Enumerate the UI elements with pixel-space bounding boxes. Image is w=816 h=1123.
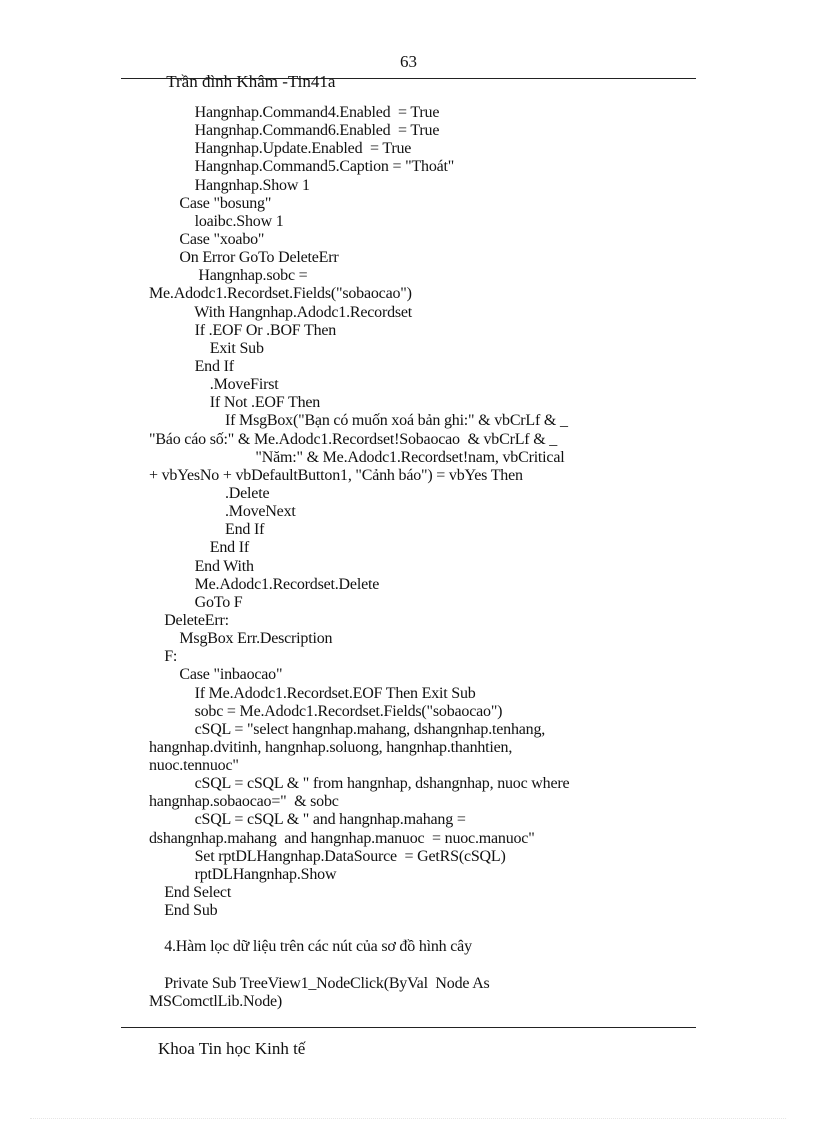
code-line: Private Sub TreeView1_NodeClick(ByVal Node As (149, 974, 490, 992)
code-line: hangnhap.sobaocao=" & sobc (149, 793, 339, 811)
page-number: 63 (400, 52, 417, 71)
code-line: Hangnhap.Command4.Enabled = True (149, 104, 440, 121)
code-line: Hangnhap.Command5.Caption = "Thoát" (149, 158, 455, 176)
footer-divider (121, 1027, 696, 1028)
code-line: With Hangnhap.Adodc1.Recordset (149, 303, 413, 321)
code-line: Set rptDLHangnhap.DataSource = GetRS(cSQL) (149, 847, 506, 865)
code-line: Exit Sub (149, 339, 264, 357)
page-header (158, 52, 417, 112)
code-listing (149, 104, 709, 1011)
code-line: End If (149, 521, 265, 539)
code-line: End If (149, 357, 234, 375)
code-line: End Select (149, 884, 232, 902)
code-line: MSComctlLib.Node) (149, 992, 283, 1010)
code-line: DeleteErr: (149, 611, 229, 629)
page-footer: Khoa Tin học Kinh tế (158, 1039, 306, 1058)
code-line: GoTo F (149, 593, 243, 611)
code-line (149, 920, 709, 938)
code-line: End If (149, 539, 250, 557)
code-line: loaibc.Show 1 (149, 212, 284, 230)
code-line (149, 957, 709, 975)
code-line: Hangnhap.Show 1 (149, 176, 310, 194)
code-line: rptDLHangnhap.Show (149, 865, 337, 883)
code-line: cSQL = "select hangnhap.mahang, dshangnhap.tenhang, (149, 720, 546, 738)
code-line: Hangnhap.Update.Enabled = True (149, 140, 412, 158)
code-line: nuoc.tennuoc" (149, 757, 239, 775)
code-line: + vbYesNo + vbDefaultButton1, "Cảnh báo") = vbYes Then (149, 466, 523, 484)
code-line: hangnhap.dvitinh, hangnhap.soluong, hangnhap.thanhtien, (149, 738, 513, 756)
code-line: If MsgBox("Bạn có muốn xoá bản ghi:" & vbCrLf & _ (149, 412, 568, 430)
code-line: Case "bosung" (149, 194, 272, 212)
code-line: .MoveFirst (149, 376, 279, 394)
code-line: Case "xoabo" (149, 230, 265, 248)
code-line: cSQL = cSQL & " and hangnhap.mahang = (149, 811, 466, 829)
code-line: If Me.Adodc1.Recordset.EOF Then Exit Sub (149, 684, 476, 702)
header-author: Trần đình Khâm -Tin41a (166, 72, 336, 91)
code-line: .MoveNext (149, 503, 296, 521)
code-line: On Error GoTo DeleteErr (149, 249, 339, 267)
code-line: MsgBox Err.Description (149, 630, 333, 648)
code-line: 4.Hàm lọc dữ liệu trên các nút của sơ đồ hình cây (149, 938, 472, 956)
code-line: "Báo cáo số:" & Me.Adodc1.Recordset!Sobaocao & vbCrLf & _ (149, 430, 558, 448)
code-line: dshangnhap.mahang and hangnhap.manuoc = nuoc.manuoc" (149, 829, 535, 847)
page-edge-dots (30, 1118, 786, 1119)
code-line: "Năm:" & Me.Adodc1.Recordset!nam, vbCritical (149, 448, 565, 466)
code-line: Hangnhap.sobc = (149, 267, 308, 285)
code-line: End With (149, 557, 254, 575)
code-line: If .EOF Or .BOF Then (149, 321, 337, 339)
code-line: cSQL = cSQL & " from hangnhap, dshangnhap, nuoc where (149, 775, 570, 793)
header-divider (121, 78, 696, 79)
code-line: If Not .EOF Then (149, 394, 321, 412)
code-line: F: (149, 648, 178, 666)
code-line: Me.Adodc1.Recordset.Fields("sobaocao") (149, 285, 412, 303)
code-line: sobc = Me.Adodc1.Recordset.Fields("sobaocao") (149, 702, 503, 720)
code-line: End Sub (149, 902, 218, 920)
code-line: Case "inbaocao" (149, 666, 283, 684)
code-line: .Delete (149, 484, 270, 502)
code-line: Me.Adodc1.Recordset.Delete (149, 575, 380, 593)
code-line: Hangnhap.Command6.Enabled = True (149, 122, 440, 140)
